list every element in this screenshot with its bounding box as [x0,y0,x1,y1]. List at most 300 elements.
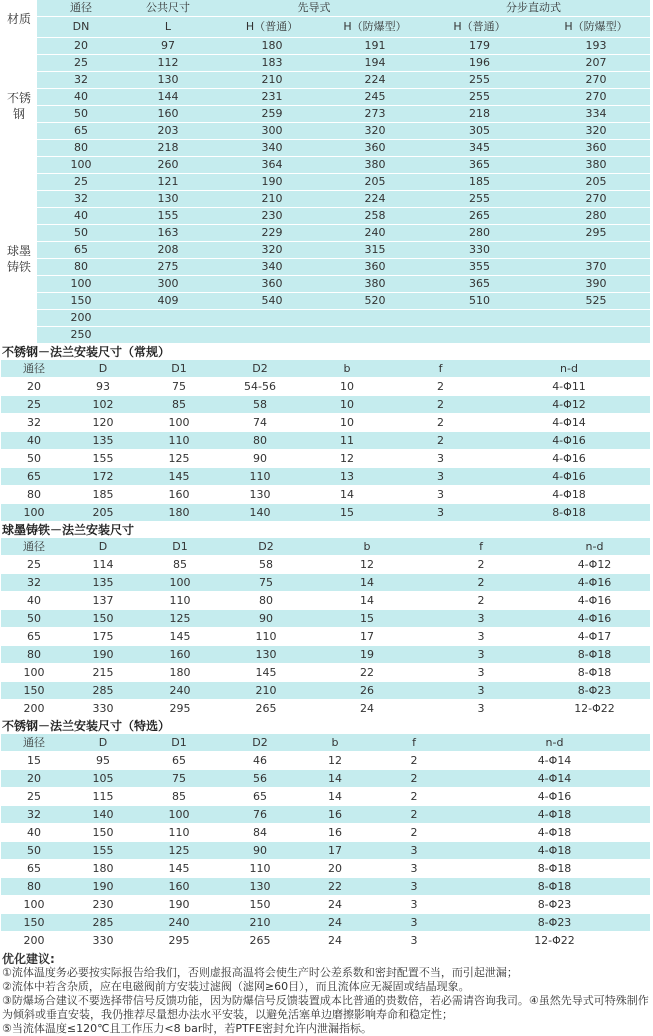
table-cell: 10 [301,396,393,414]
table-cell: 100 [37,276,125,293]
table-cell: 2 [423,556,539,574]
dimension-table [1,0,650,344]
table-cell: 32 [37,72,125,89]
table-cell: 3 [393,450,488,468]
table-cell: 24 [311,700,423,718]
table-row [1,450,650,468]
table-cell: 218 [417,106,542,123]
table-cell: 54-56 [219,378,301,396]
table-cell [542,327,650,344]
table-cell: 8-Φ18 [459,878,650,896]
table-cell: 19 [311,646,423,664]
table-cell: 208 [125,242,211,259]
flange-table-ductile [1,538,650,718]
column-header: b [301,734,369,752]
table-cell: 125 [139,450,219,468]
table-cell: 179 [417,38,542,55]
table-cell: 11 [301,432,393,450]
table-cell: 20 [301,860,369,878]
table-row [1,556,650,574]
header-step: 分步直动式 [417,0,650,17]
table-cell: 185 [67,486,139,504]
table-cell: 260 [125,157,211,174]
table-cell: 105 [67,770,139,788]
column-header: D [67,538,139,556]
table-cell: 137 [67,592,139,610]
table-cell: 270 [542,72,650,89]
table-row [1,682,650,700]
table-cell: 14 [301,770,369,788]
table-cell: 265 [219,932,301,950]
table-cell: 65 [1,860,67,878]
table-cell: 26 [311,682,423,700]
table-cell: 3 [369,878,459,896]
section-title-flange-ductile: 球墨铸铁－法兰安装尺寸 [2,523,135,537]
table-cell: 102 [67,396,139,414]
note-line: ③防爆场合建议不要选择带信号反馈功能，因为防爆信号反馈装置成本比普通的贵数倍，若必需请咨询我司。④虽然先导式可特殊制作为倾斜或垂直安装，我仍推荐尽量想办法水平安装，以避免活塞单边磨擦影响寿命和稳定性； [2,994,649,1021]
table-cell: 4-Φ11 [488,378,650,396]
column-header: b [301,360,393,378]
table-cell: 3 [369,860,459,878]
table-cell: 110 [219,468,301,486]
table-row [1,293,650,310]
table-row [1,788,650,806]
table-cell: 160 [139,646,221,664]
table-cell: 100 [1,504,67,522]
table-cell: 525 [542,293,650,310]
notes [0,950,653,1036]
table-cell: 360 [333,259,417,276]
table-cell: 265 [417,208,542,225]
table-cell: 3 [423,610,539,628]
table-cell: 285 [67,682,139,700]
header-material: 材质 [1,0,37,38]
table-cell: 320 [542,123,650,140]
table-cell: 295 [139,700,221,718]
material-cell: 不锈钢 [1,38,37,174]
table-row [1,914,650,932]
table-cell: 360 [542,140,650,157]
table-cell: 85 [139,788,219,806]
table-cell: 193 [542,38,650,55]
table-cell: 80 [37,140,125,157]
table-cell: 155 [67,450,139,468]
table-cell: 200 [37,310,125,327]
table-cell: 190 [211,174,333,191]
table-row [1,610,650,628]
table-cell: 8-Φ23 [459,896,650,914]
table-cell: 25 [37,55,125,72]
table-cell: 14 [311,592,423,610]
table-cell: 270 [542,191,650,208]
column-header: n-d [488,360,650,378]
table-cell: 255 [417,191,542,208]
table-row [1,378,650,396]
table-row [1,932,650,950]
table-cell: 300 [125,276,211,293]
table-cell: 305 [417,123,542,140]
table-cell: 112 [125,55,211,72]
table-cell: 2 [393,432,488,450]
table-cell: 3 [393,486,488,504]
table-cell: 409 [125,293,211,310]
table-cell: 20 [37,38,125,55]
table-cell: 25 [1,788,67,806]
note-line: ②流体中若含杂质，应在电磁阀前方安装过滤阀（滤网≥60目），而且流体应无凝固或结晶现象。 [2,980,470,993]
table-cell: 135 [67,574,139,592]
table-cell: 3 [423,700,539,718]
table-row [1,824,650,842]
header-row [1,360,650,378]
table-cell: 4-Φ12 [488,396,650,414]
table-cell: 3 [393,468,488,486]
table-cell: 65 [37,123,125,140]
table-cell: 3 [369,932,459,950]
table-cell: 2 [423,592,539,610]
table-cell: 3 [423,664,539,682]
table-cell: 150 [37,293,125,310]
table-cell: 110 [139,432,219,450]
table-cell: 50 [1,842,67,860]
table-cell: 205 [333,174,417,191]
table-cell: 295 [139,932,219,950]
table-cell: 3 [369,842,459,860]
table-row [1,123,650,140]
section-title-flange-special: 不锈钢－法兰安装尺寸（特选） [2,719,171,733]
table-cell: 13 [301,468,393,486]
table-cell: 172 [67,468,139,486]
table-cell: 4-Φ14 [459,770,650,788]
table-cell: 125 [139,610,221,628]
table-cell: 75 [139,770,219,788]
table-cell: 210 [219,914,301,932]
table-cell: 3 [369,914,459,932]
table-cell: 12-Φ22 [459,932,650,950]
table-cell: 114 [67,556,139,574]
table-cell: 130 [125,191,211,208]
table-cell: 2 [369,824,459,842]
table-cell: 80 [1,878,67,896]
table-cell: 230 [67,896,139,914]
table-cell: 100 [139,414,219,432]
table-cell: 74 [219,414,301,432]
column-header: n-d [459,734,650,752]
table-cell: 380 [542,157,650,174]
table-cell: 58 [221,556,311,574]
table-cell: 40 [37,89,125,106]
table-cell: 180 [211,38,333,55]
table-cell: 210 [221,682,311,700]
table-cell: 145 [221,664,311,682]
table-cell: 40 [37,208,125,225]
table-cell: 380 [333,276,417,293]
table-cell: 4-Φ16 [488,468,650,486]
table-row [1,191,650,208]
table-cell: 14 [311,574,423,592]
table-cell: 24 [301,896,369,914]
header-l: 公共尺寸 [125,0,211,17]
table-cell: 65 [139,752,219,770]
table-cell [417,310,542,327]
header-h_ex: H（防爆型） [333,17,417,38]
table-cell: 10 [301,414,393,432]
table-cell: 144 [125,89,211,106]
table-cell: 125 [139,842,219,860]
table-cell: 3 [393,504,488,522]
table-cell: 100 [37,157,125,174]
table-cell: 295 [542,225,650,242]
table-cell: 4-Φ14 [459,752,650,770]
table-cell: 25 [37,174,125,191]
table-cell: 100 [139,806,219,824]
table-cell: 270 [542,89,650,106]
table-cell: 4-Φ16 [459,788,650,806]
table-cell: 3 [423,628,539,646]
table-cell: 180 [139,504,219,522]
table-cell: 120 [67,414,139,432]
table-cell: 115 [67,788,139,806]
table-row [1,664,650,682]
table-cell: 320 [211,242,333,259]
table-cell: 365 [417,276,542,293]
table-cell: 2 [393,396,488,414]
table-cell: 160 [139,878,219,896]
table-cell: 17 [311,628,423,646]
table-cell: 231 [211,89,333,106]
table-row [1,628,650,646]
table-cell: 4-Φ18 [459,842,650,860]
table-cell [211,310,333,327]
table-cell: 8-Φ18 [488,504,650,522]
table-cell: 17 [301,842,369,860]
table-cell: 32 [1,574,67,592]
table-cell: 520 [333,293,417,310]
table-cell: 46 [219,752,301,770]
table-cell: 4-Φ12 [539,556,650,574]
table-cell: 4-Φ17 [539,628,650,646]
table-cell: 50 [37,106,125,123]
table-cell: 130 [125,72,211,89]
table-cell: 273 [333,106,417,123]
table-cell: 265 [221,700,311,718]
table-cell: 155 [125,208,211,225]
header-row [1,734,650,752]
table-cell: 4-Φ16 [539,610,650,628]
table-cell: 22 [311,664,423,682]
table-cell: 84 [219,824,301,842]
header-l: L [125,17,211,38]
table-row [1,327,650,344]
column-header: D2 [219,360,301,378]
header-row [1,538,650,556]
table-cell: 80 [221,592,311,610]
table-row [1,396,650,414]
table-cell [125,327,211,344]
column-header: D1 [139,360,219,378]
table-cell: 360 [211,276,333,293]
table-row [1,414,650,432]
table-cell: 50 [1,610,67,628]
column-header: f [369,734,459,752]
table-row [1,878,650,896]
table-cell: 207 [542,55,650,72]
table-row [1,106,650,123]
table-cell: 540 [211,293,333,310]
table-cell: 20 [1,378,67,396]
table-cell: 93 [67,378,139,396]
table-cell: 24 [301,914,369,932]
table-cell: 12 [301,752,369,770]
table-cell: 100 [1,664,67,682]
table-cell: 130 [221,646,311,664]
table-cell: 191 [333,38,417,55]
table-cell: 40 [1,592,67,610]
table-cell: 40 [1,432,67,450]
table-cell: 224 [333,72,417,89]
table-cell: 32 [1,414,67,432]
table-cell: 345 [417,140,542,157]
table-cell: 15 [1,752,67,770]
table-row [1,770,650,788]
table-cell: 250 [37,327,125,344]
table-cell: 100 [139,574,221,592]
flange-table-special [1,734,650,950]
table-row [1,432,650,450]
table-cell [542,242,650,259]
table-cell: 259 [211,106,333,123]
table-cell [542,310,650,327]
table-cell: 65 [37,242,125,259]
table-cell: 190 [67,646,139,664]
table-cell: 229 [211,225,333,242]
table-cell: 2 [369,752,459,770]
table-cell: 8-Φ23 [539,682,650,700]
table-cell: 185 [417,174,542,191]
table-cell: 360 [333,140,417,157]
table-cell: 330 [67,932,139,950]
table-cell: 300 [211,123,333,140]
table-cell: 85 [139,556,221,574]
table-cell: 255 [417,89,542,106]
header-h_std: H（普通） [211,17,333,38]
section-title-flange-stainless: 不锈钢－法兰安装尺寸（常规） [2,345,171,359]
table-row [1,259,650,276]
table-cell: 210 [211,191,333,208]
table-cell: 240 [139,682,221,700]
table-cell: 4-Φ18 [488,486,650,504]
table-row [1,896,650,914]
table-cell: 334 [542,106,650,123]
table-cell: 4-Φ14 [488,414,650,432]
table-cell: 205 [542,174,650,191]
table-row [1,700,650,718]
table-row [1,468,650,486]
table-cell: 4-Φ18 [459,824,650,842]
table-cell: 285 [67,914,139,932]
table-cell: 364 [211,157,333,174]
column-header: D2 [219,734,301,752]
column-header: f [423,538,539,556]
table-cell: 58 [219,396,301,414]
table-cell: 355 [417,259,542,276]
table-cell: 4-Φ18 [459,806,650,824]
table-row [1,310,650,327]
material-cell: 球墨铸铁 [1,174,37,344]
table-cell: 50 [1,450,67,468]
column-header: D [67,734,139,752]
table-row [1,486,650,504]
header-dn: DN [37,17,125,38]
table-cell: 365 [417,157,542,174]
table-cell: 280 [417,225,542,242]
table-cell [417,327,542,344]
header-h_std2: H（普通） [417,17,542,38]
table-cell: 20 [1,770,67,788]
table-cell: 160 [125,106,211,123]
table-cell: 240 [333,225,417,242]
table-row [1,842,650,860]
table-cell: 8-Φ18 [539,646,650,664]
table-row [1,276,650,293]
table-cell: 190 [67,878,139,896]
table-cell: 90 [219,842,301,860]
table-cell: 340 [211,140,333,157]
table-cell: 200 [1,932,67,950]
table-cell: 510 [417,293,542,310]
table-cell: 110 [219,860,301,878]
column-header: D1 [139,734,219,752]
table-cell: 24 [301,932,369,950]
table-cell: 14 [301,486,393,504]
table-row [1,574,650,592]
table-cell: 215 [67,664,139,682]
table-cell: 4-Φ16 [488,450,650,468]
table-cell: 65 [1,468,67,486]
table-cell: 25 [1,396,67,414]
table-cell: 150 [219,896,301,914]
table-cell: 180 [67,860,139,878]
column-header: n-d [539,538,650,556]
table-cell: 2 [369,788,459,806]
flange-table-stainless [1,360,650,522]
table-cell: 255 [417,72,542,89]
table-cell: 25 [1,556,67,574]
table-cell: 275 [125,259,211,276]
table-cell: 40 [1,824,67,842]
table-cell: 203 [125,123,211,140]
column-header: 通径 [1,538,67,556]
table-cell: 75 [221,574,311,592]
column-header: 通径 [1,734,67,752]
column-header: D2 [221,538,311,556]
table-cell: 180 [139,664,221,682]
table-cell: 205 [67,504,139,522]
table-row [1,157,650,174]
table-cell: 100 [1,896,67,914]
table-cell: 90 [219,450,301,468]
table-cell: 10 [301,378,393,396]
table-cell: 150 [1,914,67,932]
table-cell [333,310,417,327]
note-line: ⑤当流体温度≤120℃且工作压力<8 bar时，若PTFE密封允许内泄漏指标。 [2,1022,373,1035]
table-cell: 16 [301,824,369,842]
table-cell: 380 [333,157,417,174]
table-row [1,752,650,770]
header-pilot: 先导式 [211,0,417,17]
table-cell [333,327,417,344]
table-row [1,860,650,878]
column-header: b [311,538,423,556]
